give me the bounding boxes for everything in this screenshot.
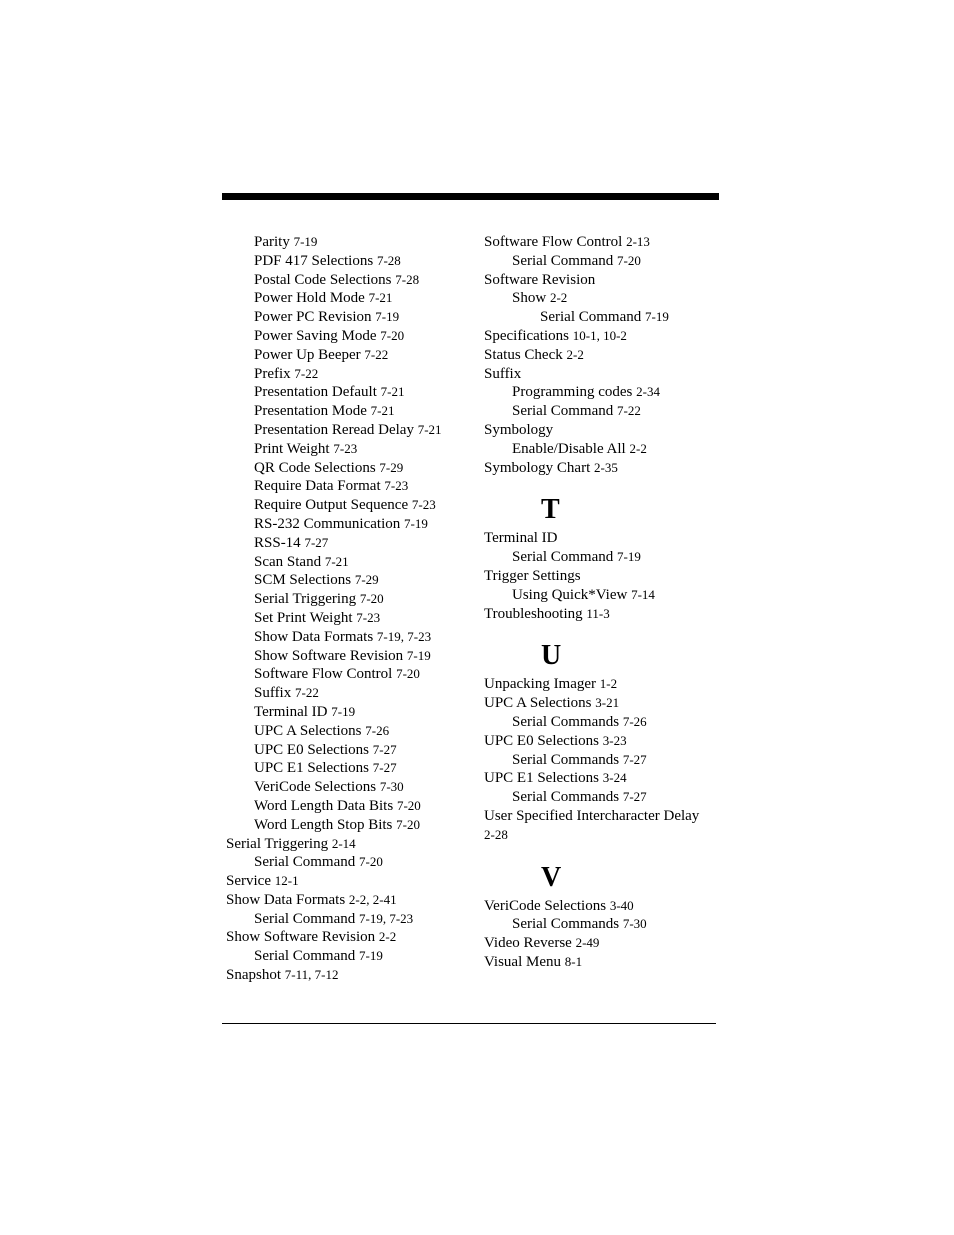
index-group-v <box>484 897 724 972</box>
index-term: Serial Commands <box>512 713 620 730</box>
index-entry <box>226 628 476 647</box>
index-entry <box>226 966 476 985</box>
index-entry <box>226 477 476 496</box>
index-term: PDF 417 Selections <box>254 252 374 269</box>
index-term: Prefix <box>254 365 291 382</box>
index-page-ref: 7-23 <box>333 440 358 456</box>
index-entry <box>484 252 724 271</box>
section-letter-u: U <box>541 640 562 672</box>
index-entry <box>226 271 476 290</box>
index-term: QR Code Selections <box>254 459 376 476</box>
index-page-ref: 7-21 <box>417 421 442 437</box>
index-entry <box>484 567 724 586</box>
index-term: Print Weight <box>254 440 330 457</box>
index-entry <box>484 694 724 713</box>
index-page-ref: 2-2 <box>378 929 397 945</box>
index-entry <box>226 571 476 590</box>
index-entry <box>226 553 476 572</box>
index-page-ref: 2-2 <box>566 346 584 362</box>
index-entry <box>226 684 476 703</box>
index-term: Software Flow Control <box>254 666 393 683</box>
index-term: Serial Command <box>512 252 614 269</box>
index-term: Programming codes <box>512 384 633 401</box>
index-entry <box>484 751 724 770</box>
index-page-ref: 7-19 <box>404 515 428 531</box>
index-term: User Specified Intercharacter Delay <box>484 807 700 824</box>
index-entry <box>226 327 476 346</box>
index-term: Power Hold Mode <box>254 290 365 307</box>
index-page-ref: 2-35 <box>594 459 618 475</box>
index-page-ref: 7-21 <box>380 384 405 400</box>
index-entry <box>226 853 476 872</box>
index-entry <box>484 713 724 732</box>
index-page-ref: 7-23 <box>411 497 436 513</box>
index-entry <box>484 915 724 934</box>
index-entry <box>226 308 476 327</box>
index-group-t <box>484 529 724 623</box>
index-page-ref: 7-30 <box>622 916 647 932</box>
index-term: Video Reverse <box>484 935 572 952</box>
index-page-ref: 7-19, 7-23 <box>359 910 414 926</box>
index-term: RSS-14 <box>254 534 301 551</box>
index-entry <box>226 835 476 854</box>
index-term: Terminal ID <box>484 530 558 547</box>
index-entry <box>226 891 476 910</box>
index-term: Require Data Format <box>254 478 381 495</box>
index-entry <box>226 440 476 459</box>
index-entry <box>226 797 476 816</box>
index-term: UPC E1 Selections <box>254 760 369 777</box>
index-page-ref: 2-2 <box>629 440 647 456</box>
index-term: Troubleshooting <box>484 605 583 622</box>
index-term: Symbology <box>484 421 554 438</box>
index-entry <box>226 910 476 929</box>
index-term: Presentation Default <box>254 384 377 401</box>
index-term: Serial Command <box>254 910 356 927</box>
index-page-ref: 7-26 <box>365 722 390 738</box>
index-entry <box>484 769 724 788</box>
index-page-ref: 2-49 <box>575 935 600 951</box>
index-page-ref: 7-26 <box>622 713 647 729</box>
index-page-ref: 7-27 <box>372 741 397 757</box>
index-entry <box>226 928 476 947</box>
index-page-ref: 7-27 <box>304 534 329 550</box>
index-term: Symbology Chart <box>484 459 591 476</box>
index-term: Word Length Stop Bits <box>254 816 393 833</box>
index-page-ref: 2-28 <box>484 826 508 842</box>
index-page-ref: 7-20 <box>359 854 383 870</box>
index-entry <box>484 675 724 694</box>
index-page-ref: 7-23 <box>356 609 381 625</box>
index-term: Power Up Beeper <box>254 346 361 363</box>
index-entry <box>484 459 724 478</box>
index-page-ref: 7-19 <box>293 234 318 249</box>
index-page-ref: 7-20 <box>359 591 384 607</box>
header-rule <box>222 193 719 200</box>
index-page-ref: 7-19 <box>406 647 431 663</box>
index-page-ref: 7-27 <box>622 751 647 767</box>
index-term: SCM Selections <box>254 572 352 589</box>
index-page-ref: 2-13 <box>626 234 650 249</box>
index-page-ref: 7-20 <box>396 666 420 682</box>
index-page-ref: 7-20 <box>617 252 641 268</box>
index-page-ref: 8-1 <box>564 953 583 969</box>
index-entry <box>484 897 724 916</box>
index-term: Word Length Data Bits <box>254 797 394 814</box>
index-page-ref: 12-1 <box>274 873 299 889</box>
index-page-ref: 10-1, 10-2 <box>572 327 627 343</box>
index-page-ref: 3-21 <box>595 695 620 711</box>
index-group-u <box>484 675 724 807</box>
index-term: Postal Code Selections <box>254 271 392 288</box>
index-term: UPC A Selections <box>254 722 362 739</box>
index-entry <box>226 402 476 421</box>
index-term: Show Data Formats <box>254 628 374 645</box>
index-entry <box>226 346 476 365</box>
index-page-ref: 1-2 <box>599 676 618 692</box>
index-term: Suffix <box>484 365 522 382</box>
index-column-left <box>226 233 476 985</box>
index-entry <box>484 233 724 252</box>
index-term: Serial Commands <box>512 789 620 806</box>
index-page-ref: 7-21 <box>368 290 393 306</box>
index-term: RS-232 Communication <box>254 515 401 532</box>
index-entry <box>226 816 476 835</box>
index-term: UPC E0 Selections <box>254 741 369 758</box>
index-page-ref: 7-11, 7-12 <box>284 967 339 983</box>
index-term: Serial Command <box>254 854 356 871</box>
index-page-ref: 7-22 <box>294 365 319 381</box>
index-page-ref: 7-29 <box>354 572 379 588</box>
index-entry <box>226 515 476 534</box>
index-entry <box>226 741 476 760</box>
index-entry <box>484 421 724 440</box>
index-term: UPC A Selections <box>484 695 592 712</box>
index-page-ref: 2-2 <box>549 290 568 306</box>
index-term: Enable/Disable All <box>512 440 626 457</box>
index-term: Using Quick*View <box>512 586 628 603</box>
index-entry <box>484 383 724 402</box>
index-term: Serial Commands <box>512 916 620 933</box>
index-page-ref: 2-14 <box>331 835 356 851</box>
index-page-ref: 7-14 <box>631 586 655 602</box>
index-term: Serial Commands <box>512 751 620 768</box>
index-term: Serial Command <box>512 549 614 566</box>
index-term: Serial Triggering <box>226 835 329 852</box>
index-page-ref: 7-20 <box>380 327 405 343</box>
index-entry <box>484 365 724 384</box>
index-entry <box>484 605 724 624</box>
index-page-ref: 7-30 <box>379 779 404 795</box>
index-entry <box>226 459 476 478</box>
section-letter-v: V <box>541 861 562 893</box>
index-entry <box>484 440 724 459</box>
index-entry <box>226 383 476 402</box>
index-entry <box>226 496 476 515</box>
index-entry <box>226 722 476 741</box>
index-term: VeriCode Selections <box>254 779 377 796</box>
index-term: Status Check <box>484 346 563 363</box>
index-term: Show Software Revision <box>254 647 404 664</box>
index-term: Serial Triggering <box>254 591 357 608</box>
index-term: Scan Stand <box>254 553 322 570</box>
index-entry <box>484 548 724 567</box>
index-term: Software Flow Control <box>484 234 623 250</box>
index-entry <box>484 807 724 826</box>
index-page-ref: 2-34 <box>636 384 660 400</box>
index-term: Trigger Settings <box>484 567 581 584</box>
index-entry <box>484 732 724 751</box>
index-entry <box>484 327 724 346</box>
index-page-ref: 7-19 <box>331 703 356 719</box>
index-entry <box>226 233 476 252</box>
index-entry <box>226 421 476 440</box>
footer-rule <box>222 1023 716 1024</box>
index-page-ref: 7-21 <box>324 553 349 569</box>
index-term: Specifications <box>484 327 569 344</box>
index-page-ref: 7-28 <box>395 271 420 287</box>
index-term: Terminal ID <box>254 703 328 720</box>
index-entry <box>484 271 724 290</box>
index-term: Show Software Revision <box>226 929 376 946</box>
index-page-ref: 3-40 <box>609 897 634 913</box>
index-entry <box>226 703 476 722</box>
index-term: UPC E0 Selections <box>484 732 599 749</box>
index-term: Presentation Mode <box>254 403 367 420</box>
index-entry <box>484 586 724 605</box>
index-term: Parity <box>254 234 290 250</box>
index-page-ref: 3-23 <box>602 732 627 748</box>
index-term: Suffix <box>254 685 292 702</box>
index-page-ref: 7-21 <box>370 403 395 419</box>
index-page-ref: 2-2, 2-41 <box>348 891 397 907</box>
index-page-ref: 7-23 <box>384 478 409 494</box>
index-entry <box>226 609 476 628</box>
index-term: Presentation Reread Delay <box>254 421 414 438</box>
index-entry <box>484 529 724 548</box>
index-page-ref: 7-19 <box>375 309 400 325</box>
index-entry <box>226 365 476 384</box>
index-term: Snapshot <box>226 967 282 984</box>
index-entry <box>226 647 476 666</box>
index-page-ref: 7-29 <box>379 459 404 475</box>
index-term: Set Print Weight <box>254 609 353 626</box>
index-entry <box>226 252 476 271</box>
index-entry <box>484 953 724 972</box>
index-term: Show Data Formats <box>226 891 346 908</box>
index-page-ref: 7-22 <box>364 346 389 362</box>
index-entry <box>226 778 476 797</box>
index-term: Unpacking Imager <box>484 676 597 693</box>
index-term: Service <box>226 873 271 890</box>
index-term: Require Output Sequence <box>254 497 409 514</box>
section-letter-t: T <box>541 494 560 526</box>
index-entry <box>484 934 724 953</box>
index-page-ref: 7-22 <box>617 403 641 419</box>
index-page-ref: 3-24 <box>602 770 627 786</box>
index-term: Visual Menu <box>484 953 562 970</box>
index-term: Show <box>512 290 547 307</box>
index-page-ref: 7-20 <box>396 816 420 832</box>
index-entry <box>226 590 476 609</box>
index-page-ref: 7-28 <box>376 252 401 268</box>
index-entry <box>226 289 476 308</box>
index-page-ref: 7-27 <box>622 789 647 805</box>
index-term: Serial Command <box>512 403 614 420</box>
index-entry <box>484 308 724 327</box>
index-entry <box>226 872 476 891</box>
index-term: VeriCode Selections <box>484 897 607 914</box>
index-term: Serial Command <box>254 948 356 965</box>
index-entry <box>226 534 476 553</box>
index-page-ref: 7-20 <box>396 797 421 813</box>
index-column-right <box>484 233 724 972</box>
index-page-ref: 7-19 <box>617 549 641 565</box>
index-term: Power Saving Mode <box>254 327 377 344</box>
index-term: Serial Command <box>540 309 642 326</box>
index-entry <box>484 289 724 308</box>
index-entry <box>484 346 724 365</box>
index-entry <box>226 665 476 684</box>
index-term: Software Revision <box>484 271 596 288</box>
index-page-ref: 7-19, 7-23 <box>376 628 432 644</box>
index-entry <box>484 402 724 421</box>
index-entry <box>226 947 476 966</box>
index-page-ref: 11-3 <box>586 605 610 621</box>
index-group-s <box>484 233 724 477</box>
index-entry <box>226 759 476 778</box>
index-page-ref: 7-22 <box>294 685 319 701</box>
index-term: UPC E1 Selections <box>484 770 599 787</box>
index-page-ref: 7-19 <box>359 948 383 964</box>
index-page-ref: 7-27 <box>372 760 397 776</box>
index-term: Power PC Revision <box>254 309 372 326</box>
index-entry <box>484 788 724 807</box>
index-page-ref: 7-19 <box>645 309 669 325</box>
